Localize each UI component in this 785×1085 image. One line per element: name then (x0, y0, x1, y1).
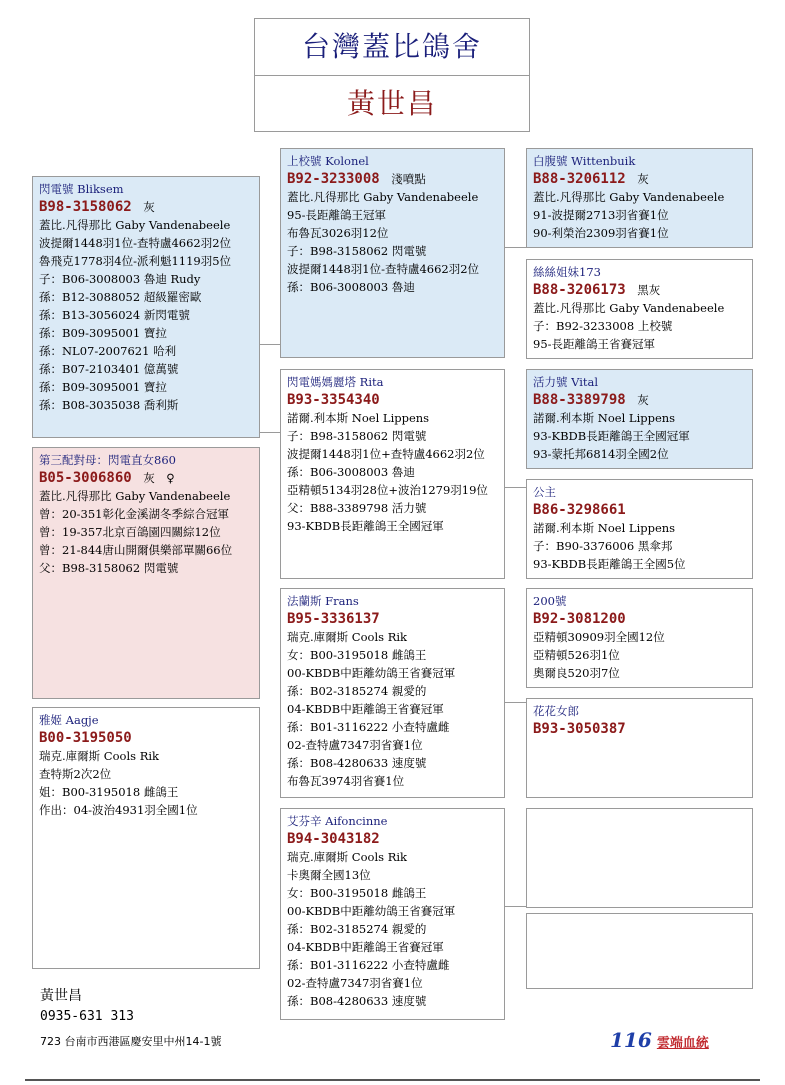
ring-number: B86-3298661 (533, 502, 626, 518)
ring-number: B93-3050387 (533, 721, 626, 737)
footer-phone: 0935-631 313 (40, 1009, 134, 1024)
info-line: 孫：B01-3116222 小查特盧雌 (287, 958, 450, 972)
bird-color: 淺噴點 (391, 172, 426, 186)
info-line: 孫：B12-3088052 超級羅密歐 (39, 290, 202, 304)
bird-name: 法蘭斯 Frans (287, 594, 359, 608)
info-line: 波提爾1448羽1位-查特盧4662羽2位 (39, 236, 232, 250)
pedigree-card-g3-4[interactable] (526, 479, 753, 579)
bird-name: 艾芬辛 Aifoncinne (287, 814, 388, 828)
info-line: 父：B98-3158062 閃電號 (39, 561, 179, 575)
info-line: 95-長距離鴿王冠軍 (287, 208, 387, 222)
header-box (254, 18, 530, 132)
pedigree-card-g3-1[interactable] (526, 148, 753, 248)
info-line: 04-KBDB中距離鴿王省賽冠軍 (287, 702, 444, 716)
bird-color: 灰 ♀ (143, 471, 175, 485)
bird-name: 白腹號 Wittenbuik (533, 154, 636, 168)
info-line: 孫：B08-3035038 喬利斯 (39, 398, 179, 412)
info-line: 子：B90-3376006 黑傘邦 (533, 539, 673, 553)
info-line: 波提爾1448羽1位-查特盧4662羽2位 (287, 262, 480, 276)
bird-name: 上校號 Kolonel (287, 154, 369, 168)
bird-color: 黑灰 (637, 283, 661, 297)
pedigree-card-dam[interactable] (32, 447, 260, 699)
ring-number: B94-3043182 (287, 831, 380, 847)
info-line: 曾：19-357北京百鴿園四關綜12位 (39, 525, 221, 539)
info-line: 亞精頓30909羽全國12位 (533, 630, 665, 644)
info-line: 亞精頓526羽1位 (533, 648, 620, 662)
info-line: 亞精頓5134羽28位+波治1279羽19位 (287, 483, 488, 497)
info-line: 02-查特盧7347羽省賽1位 (287, 976, 423, 990)
info-line: 孫：B06-3008003 魯迪 (287, 280, 415, 294)
info-line: 02-查特盧7347羽省賽1位 (287, 738, 423, 752)
info-line: 蓋比.凡得那比 Gaby Vandenabeele (533, 301, 725, 315)
info-line: 女：B00-3195018 雌鴿王 (287, 886, 427, 900)
info-line: 孫：B01-3116222 小查特盧雌 (287, 720, 450, 734)
bird-name: 花花女郎 (533, 704, 579, 718)
bottom-divider (25, 1079, 760, 1081)
info-line: 奧爾良520羽7位 (533, 666, 620, 680)
ring-number: B88-3206112 (533, 171, 626, 187)
info-line: 布魯瓦3974羽省賽1位 (287, 774, 405, 788)
info-line: 女：B00-3195018 雌鴿王 (287, 648, 427, 662)
connector-line (505, 247, 526, 248)
owner-title: 黃世昌 (346, 87, 437, 120)
info-line: 諾爾.利本斯 Noel Lippens (533, 521, 676, 535)
ring-number: B92-3233008 (287, 171, 380, 187)
info-line: 瑞克.庫爾斯 Cools Rik (287, 850, 407, 864)
connector-line (259, 344, 280, 345)
info-line: 布魯瓦3026羽12位 (287, 226, 389, 240)
bird-name: 公主 (533, 485, 556, 499)
ring-number: B92-3081200 (533, 611, 626, 627)
info-line: 孫：B08-4280633 速度號 (287, 756, 427, 770)
logo-text: 雲端血統 (656, 1036, 709, 1051)
info-line: 93-KBDB長距離鴿王全國冠軍 (533, 429, 690, 443)
footer-address: 723 台南市西港區慶安里中州14-1號 (40, 1035, 222, 1048)
info-line: 作出：04-波治4931羽全國1位 (39, 803, 198, 817)
info-line: 姐：B00-3195018 雌鴿王 (39, 785, 179, 799)
bird-name: 活力號 Vital (533, 375, 599, 389)
pedigree-card-g3-7-empty[interactable] (526, 808, 753, 908)
info-line: 曾：21-844唐山開爾俱樂部單關66位 (39, 543, 233, 557)
ring-number: B88-3206173 (533, 282, 626, 298)
info-line: 瑞克.庫爾斯 Cools Rik (39, 749, 159, 763)
info-line: 93-KBDB長距離鴿王全國5位 (533, 557, 686, 571)
info-line: 卡奧爾全國13位 (287, 868, 371, 882)
bird-name: 絲絲姐妹173 (533, 265, 601, 279)
info-line: 04-KBDB中距離鴿王省賽冠軍 (287, 940, 444, 954)
info-line: 00-KBDB中距離幼鴿王省賽冠軍 (287, 666, 456, 680)
logo-number: 116 (610, 1028, 652, 1052)
info-line: 95-長距離鴿王省賽冠軍 (533, 337, 656, 351)
pedigree-card-grandsire-2[interactable] (280, 588, 505, 798)
connector-line (259, 432, 280, 433)
info-line: 子：B06-3008003 魯迪 Rudy (39, 272, 201, 286)
info-line: 蓋比.凡得那比 Gaby Vandenabeele (533, 190, 725, 204)
pedigree-card-dam-alt[interactable] (32, 707, 260, 969)
info-line: 諾爾.利本斯 Noel Lippens (287, 411, 430, 425)
info-line: 孫：B02-3185274 親愛的 (287, 684, 427, 698)
pedigree-card-granddam[interactable] (280, 369, 505, 579)
info-line: 90-利榮治2309羽省賽1位 (533, 226, 669, 240)
connector-line (505, 906, 526, 907)
bird-name: 200號 (533, 594, 567, 608)
bird-color: 灰 (637, 172, 649, 186)
info-line: 子：B92-3233008 上校號 (533, 319, 673, 333)
info-line: 孫：B08-4280633 速度號 (287, 994, 427, 1008)
info-line: 91-波提爾2713羽省賽1位 (533, 208, 669, 222)
ring-number: B05-3006860 (39, 470, 132, 486)
info-line: 孫：B06-3008003 魯迪 (287, 465, 415, 479)
info-line: 93-蒙托邦6814羽全國2位 (533, 447, 669, 461)
ring-number: B00-3195050 (39, 730, 132, 746)
ring-number: B93-3354340 (287, 392, 380, 408)
info-line: 孫：NL07-2007621 哈利 (39, 344, 177, 358)
info-line: 子：B98-3158062 閃電號 (287, 244, 427, 258)
info-line: 孫：B09-3095001 寶拉 (39, 326, 167, 340)
info-line: 蓋比.凡得那比 Gaby Vandenabeele (39, 218, 231, 232)
footer-owner-name: 黃世昌 (40, 988, 82, 1004)
bird-name: 第三配對母：閃電直女860 (39, 453, 176, 467)
info-line: 孫：B09-3095001 寶拉 (39, 380, 167, 394)
pedigree-card-g3-6[interactable] (526, 698, 753, 798)
info-line: 諾爾.利本斯 Noel Lippens (533, 411, 676, 425)
pedigree-card-g3-5[interactable] (526, 588, 753, 688)
info-line: 蓋比.凡得那比 Gaby Vandenabeele (39, 489, 231, 503)
pedigree-card-sire[interactable] (32, 176, 260, 438)
pedigree-card-grandsire[interactable] (280, 148, 505, 358)
info-line: 孫：B07-2103401 億萬號 (39, 362, 179, 376)
info-line: 孫：B02-3185274 親愛的 (287, 922, 427, 936)
bird-name: 閃電號 Bliksem (39, 182, 124, 196)
bird-color: 灰 (143, 200, 155, 214)
ring-number: B88-3389798 (533, 392, 626, 408)
info-line: 孫：B13-3056024 新閃電號 (39, 308, 190, 322)
loft-title: 台灣蓋比鴿舍 (255, 19, 529, 76)
info-line: 瑞克.庫爾斯 Cools Rik (287, 630, 407, 644)
info-line: 蓋比.凡得那比 Gaby Vandenabeele (287, 190, 479, 204)
ring-number: B95-3336137 (287, 611, 380, 627)
connector-line (505, 702, 526, 703)
pedigree-card-granddam-2[interactable] (280, 808, 505, 1020)
pedigree-card-g3-2[interactable] (526, 259, 753, 359)
brand-logo[interactable] (610, 1028, 725, 1056)
info-line: 曾：20-351彰化金溪湖冬季綜合冠軍 (39, 507, 229, 521)
connector-line (505, 487, 526, 488)
pedigree-card-g3-3[interactable] (526, 369, 753, 469)
info-line: 93-KBDB長距離鴿王全國冠軍 (287, 519, 444, 533)
bird-color: 灰 (637, 393, 649, 407)
ring-number: B98-3158062 (39, 199, 132, 215)
bird-name: 閃電媽媽麗塔 Rita (287, 375, 384, 389)
info-line: 魯飛克1778羽4位-派利魁1119羽5位 (39, 254, 232, 268)
info-line: 波提爾1448羽1位+查特盧4662羽2位 (287, 447, 485, 461)
info-line: 00-KBDB中距離幼鴿王省賽冠軍 (287, 904, 456, 918)
bird-name: 雅姬 Aagje (39, 713, 99, 727)
info-line: 父：B88-3389798 活力號 (287, 501, 427, 515)
pedigree-card-g3-8-empty[interactable] (526, 913, 753, 989)
info-line: 查特斯2次2位 (39, 767, 112, 781)
info-line: 子：B98-3158062 閃電號 (287, 429, 427, 443)
